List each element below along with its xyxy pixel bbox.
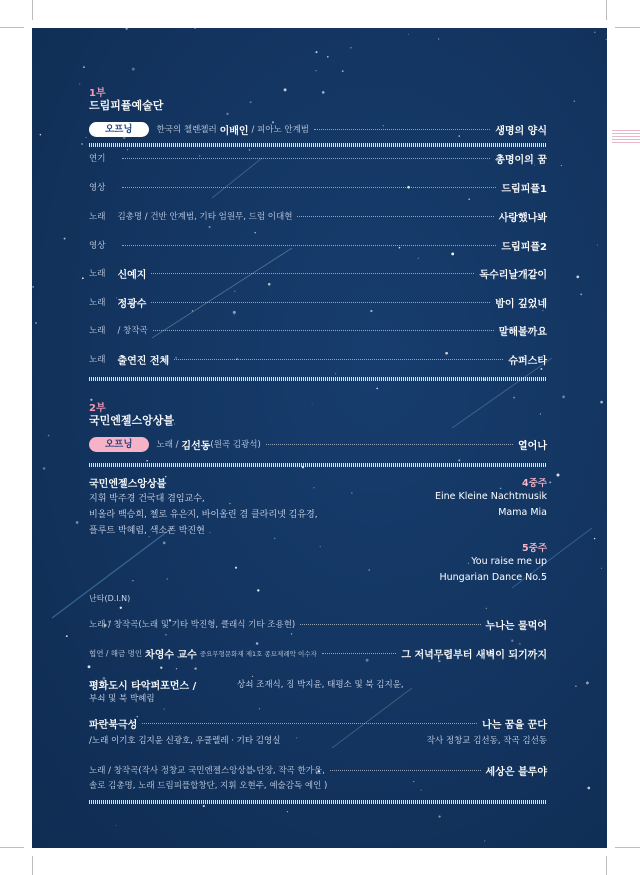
- star: [194, 28, 196, 29]
- star: [540, 368, 542, 370]
- quintet-piece-2: Hungarian Dance No.5: [439, 572, 547, 583]
- song-performer: 차영수 교수: [145, 649, 197, 661]
- star: [86, 137, 87, 138]
- song-title: 세상은 블루야: [485, 766, 547, 778]
- star: [76, 521, 79, 524]
- song-row-2: [89, 645, 547, 661]
- opening-pill: 오프닝: [89, 122, 149, 137]
- star: [64, 238, 66, 240]
- star: [176, 668, 177, 669]
- star: [287, 811, 288, 812]
- dotted-leader: [122, 187, 496, 188]
- song-prefix: 협연 / 해금 명인: [89, 648, 143, 658]
- dotted-leader: [322, 653, 397, 654]
- item-title: 사랑했나봐: [498, 212, 547, 224]
- star: [468, 563, 469, 564]
- separator: [89, 800, 547, 804]
- star: [126, 28, 128, 30]
- star: [421, 790, 422, 791]
- star: [500, 488, 501, 489]
- dotted-leader: [122, 245, 496, 246]
- star: [250, 101, 252, 103]
- star: [83, 66, 85, 68]
- star: [210, 532, 211, 533]
- song-detail: 노래 / 창작곡(노래 및 기타 박진형, 클래식 기타 조용현): [89, 620, 296, 630]
- dotted-leader: [266, 444, 513, 445]
- star: [132, 68, 135, 71]
- star: [209, 226, 211, 228]
- star: [229, 503, 231, 505]
- item-title: 밤이 깊었네: [495, 298, 547, 310]
- dotted-leader: [300, 624, 480, 625]
- percussion-detail-1: 상쇠 조재식, 징 박지윤, 태평소 및 북 김지윤,: [237, 680, 404, 690]
- star: [313, 487, 314, 488]
- star: [274, 538, 275, 539]
- song4-detail: /노래 이기호 김지윤 신광호, 우쿨렐레 · 기타 김영실: [89, 736, 281, 746]
- opening-prefix: 노래 /: [156, 440, 179, 450]
- song-row-4: [89, 715, 547, 731]
- song4-credit: 작사 정창교 김선동, 작곡 김선동: [426, 736, 547, 746]
- crop-mark-top-left: [32, 0, 33, 20]
- item-category: 영상: [89, 241, 106, 251]
- nanta-note: 난타(D.I.N): [89, 594, 131, 603]
- star: [586, 681, 589, 684]
- star: [35, 322, 37, 324]
- ensemble-line-1: 지휘 박주경 건국대 겸임교수,: [89, 494, 205, 504]
- item-performer: 정광수: [117, 298, 147, 310]
- item-title: 드림피플1: [501, 183, 547, 195]
- star: [561, 165, 562, 166]
- item-detail: / 창작곡: [117, 326, 148, 336]
- star: [165, 634, 166, 635]
- quartet-piece-2: Mama Mia: [498, 507, 547, 518]
- song5-detail-2: 솔로 김총명, 노래 드림피플합창단, 지휘 오현주, 예술감독 예인 ): [89, 781, 328, 791]
- dotted-leader: [330, 770, 481, 771]
- item-category: 노래: [89, 269, 106, 279]
- star: [296, 737, 297, 738]
- dotted-leader: [122, 158, 490, 159]
- star: [574, 101, 576, 103]
- star: [542, 310, 543, 311]
- star: [164, 709, 165, 710]
- star: [549, 481, 551, 483]
- star: [575, 685, 577, 687]
- star: [594, 538, 595, 539]
- star: [284, 88, 287, 91]
- star: [562, 396, 565, 399]
- star: [439, 816, 441, 818]
- star: [600, 401, 603, 404]
- item-performer: 신예지: [117, 269, 147, 281]
- item-category: 노래: [89, 326, 106, 336]
- star: [370, 310, 372, 312]
- percussion-name: 평화도시 타악퍼포먼스 /: [89, 681, 197, 692]
- star: [160, 667, 162, 669]
- star: [259, 708, 260, 709]
- dotted-leader: [297, 216, 493, 217]
- star: [486, 608, 487, 609]
- ensemble-name: 국민엔젤스앙상블: [89, 479, 167, 490]
- dotted-leader: [153, 330, 494, 331]
- program-item: [89, 294, 547, 310]
- part1-number: 1부: [89, 88, 106, 99]
- star: [511, 640, 513, 642]
- star: [601, 568, 602, 569]
- star: [513, 397, 515, 399]
- song-title: 나는 꿈을 꾼다: [482, 719, 547, 731]
- star: [312, 404, 313, 405]
- program-item: [89, 351, 547, 367]
- star: [203, 805, 205, 807]
- dotted-leader: [151, 302, 490, 303]
- crop-mark-left-top: [0, 27, 24, 28]
- dotted-leader: [151, 273, 474, 274]
- star: [376, 388, 378, 390]
- separator: [89, 463, 547, 467]
- star: [408, 34, 409, 35]
- program-item: [89, 237, 547, 253]
- song-title: 누나는 물먹어: [485, 620, 547, 632]
- item-title: 총명이의 꿈: [495, 154, 547, 166]
- star: [235, 567, 237, 569]
- color-bar-mark: [612, 130, 640, 144]
- song-performer: 파란북극성: [89, 719, 138, 731]
- star: [315, 70, 316, 71]
- separator: [89, 143, 547, 147]
- program-item: [89, 265, 547, 281]
- star: [413, 781, 414, 782]
- quintet-piece-1: You raise me up: [471, 556, 547, 567]
- star: [149, 536, 150, 537]
- star: [252, 676, 253, 677]
- star: [368, 569, 370, 571]
- star: [174, 424, 175, 425]
- item-category: 노래: [89, 355, 106, 365]
- star: [82, 277, 84, 279]
- star: [48, 435, 50, 437]
- part2-title: 국민엔젤스앙상블: [89, 414, 175, 427]
- star: [540, 413, 541, 414]
- program-panel: [32, 28, 607, 848]
- ensemble-line-2: 비올라 백승희, 첼로 유은지, 바이올린 겸 클라리넷 김유경,: [89, 510, 318, 520]
- program-item: [89, 208, 547, 224]
- star: [458, 459, 460, 461]
- star: [163, 542, 166, 545]
- star: [418, 258, 419, 259]
- dotted-leader: [314, 129, 490, 130]
- song-row-1: [89, 616, 547, 632]
- item-title: 슈퍼스타: [508, 355, 547, 367]
- star: [322, 91, 325, 94]
- star: [587, 787, 590, 790]
- star: [351, 492, 352, 493]
- star: [81, 143, 83, 145]
- dotted-leader: [174, 359, 503, 360]
- program-item: [89, 150, 547, 166]
- part2-opening-row: [89, 436, 547, 452]
- star: [40, 134, 42, 136]
- song-row-5: [89, 762, 547, 778]
- song-title: 그 저녁무렵부터 새벽이 되기까지: [401, 649, 547, 661]
- star: [557, 474, 560, 477]
- opening-title: 생명의 양식: [495, 125, 547, 137]
- quintet-label: 5중주: [522, 543, 547, 554]
- star: [335, 373, 336, 374]
- item-performer: 출연진 전체: [117, 355, 170, 367]
- star: [146, 460, 148, 462]
- star: [597, 245, 598, 246]
- star: [484, 840, 485, 841]
- quartet-piece-1: Eine Kleine Nachtmusik: [434, 491, 547, 502]
- part2-number: 2부: [89, 403, 106, 414]
- star: [88, 665, 91, 668]
- star: [342, 70, 344, 72]
- part1-title: 드림피플예술단: [89, 99, 164, 112]
- star: [320, 546, 321, 547]
- star: [32, 286, 34, 288]
- star: [234, 291, 235, 292]
- star: [43, 467, 46, 470]
- star: [254, 232, 255, 233]
- star: [580, 294, 582, 296]
- opening-title: 일어나: [518, 440, 547, 452]
- crop-mark-right-top: [615, 27, 640, 28]
- percussion-detail-2: 부쇠 및 북 박혜림: [89, 694, 155, 704]
- opening-prefix: 한국의 첼렌첼러: [156, 125, 217, 135]
- opening-performer: 이배인: [219, 125, 249, 137]
- crop-mark-bottom-left: [32, 856, 33, 875]
- item-title: 말해볼까요: [498, 326, 547, 338]
- star: [350, 47, 352, 49]
- item-category: 노래: [89, 298, 106, 308]
- opening-suffix: (원곡 김광석): [210, 440, 261, 450]
- program-item: [89, 179, 547, 195]
- item-title: 독수리날개같이: [479, 269, 547, 281]
- star: [291, 633, 293, 635]
- star: [120, 607, 122, 609]
- song-suffix: 중요무형문화재 제1호 종묘제례악 이수자: [199, 649, 317, 658]
- star: [167, 578, 168, 579]
- star: [468, 198, 470, 200]
- ensemble-line-3: 플루트 박혜림, 색소폰 박진현: [89, 526, 205, 536]
- crop-mark-left-bottom: [0, 847, 24, 848]
- star: [315, 51, 317, 53]
- song-detail: 노래 / 창작곡(작사 정창교 국민엔젤스앙상블 단장, 작곡 한가을,: [89, 766, 325, 776]
- star: [192, 310, 193, 311]
- item-category: 연기: [89, 154, 106, 164]
- quartet-label: 4중주: [522, 478, 547, 489]
- opening-pill: 오프닝: [89, 437, 149, 452]
- star: [606, 39, 607, 40]
- star: [576, 276, 579, 279]
- part1-opening-row: [89, 121, 547, 137]
- star: [233, 311, 236, 314]
- star: [132, 580, 133, 581]
- crop-mark-top-right: [606, 0, 607, 20]
- star: [327, 56, 329, 58]
- program-item: [89, 322, 547, 338]
- item-title: 드림피플2: [501, 241, 547, 253]
- star: [257, 589, 259, 591]
- star: [115, 825, 116, 826]
- item-category: 노래: [89, 212, 106, 222]
- star: [438, 38, 439, 39]
- star: [79, 84, 80, 85]
- dotted-leader: [142, 723, 477, 724]
- star: [226, 113, 228, 115]
- item-category: 영상: [89, 183, 106, 193]
- star: [194, 667, 196, 669]
- opening-suffix: / 피아노 안계범: [251, 125, 309, 135]
- item-detail: 김총명 / 건반 안계범, 기타 엄원무, 드럼 이대현: [117, 212, 293, 222]
- opening-performer: 김선동: [181, 440, 211, 452]
- crop-mark-bottom-right: [606, 856, 607, 875]
- star: [594, 32, 595, 33]
- star: [66, 635, 68, 637]
- separator: [89, 377, 547, 381]
- star: [234, 315, 235, 316]
- star: [268, 283, 271, 286]
- crop-mark-right-bottom: [615, 847, 640, 848]
